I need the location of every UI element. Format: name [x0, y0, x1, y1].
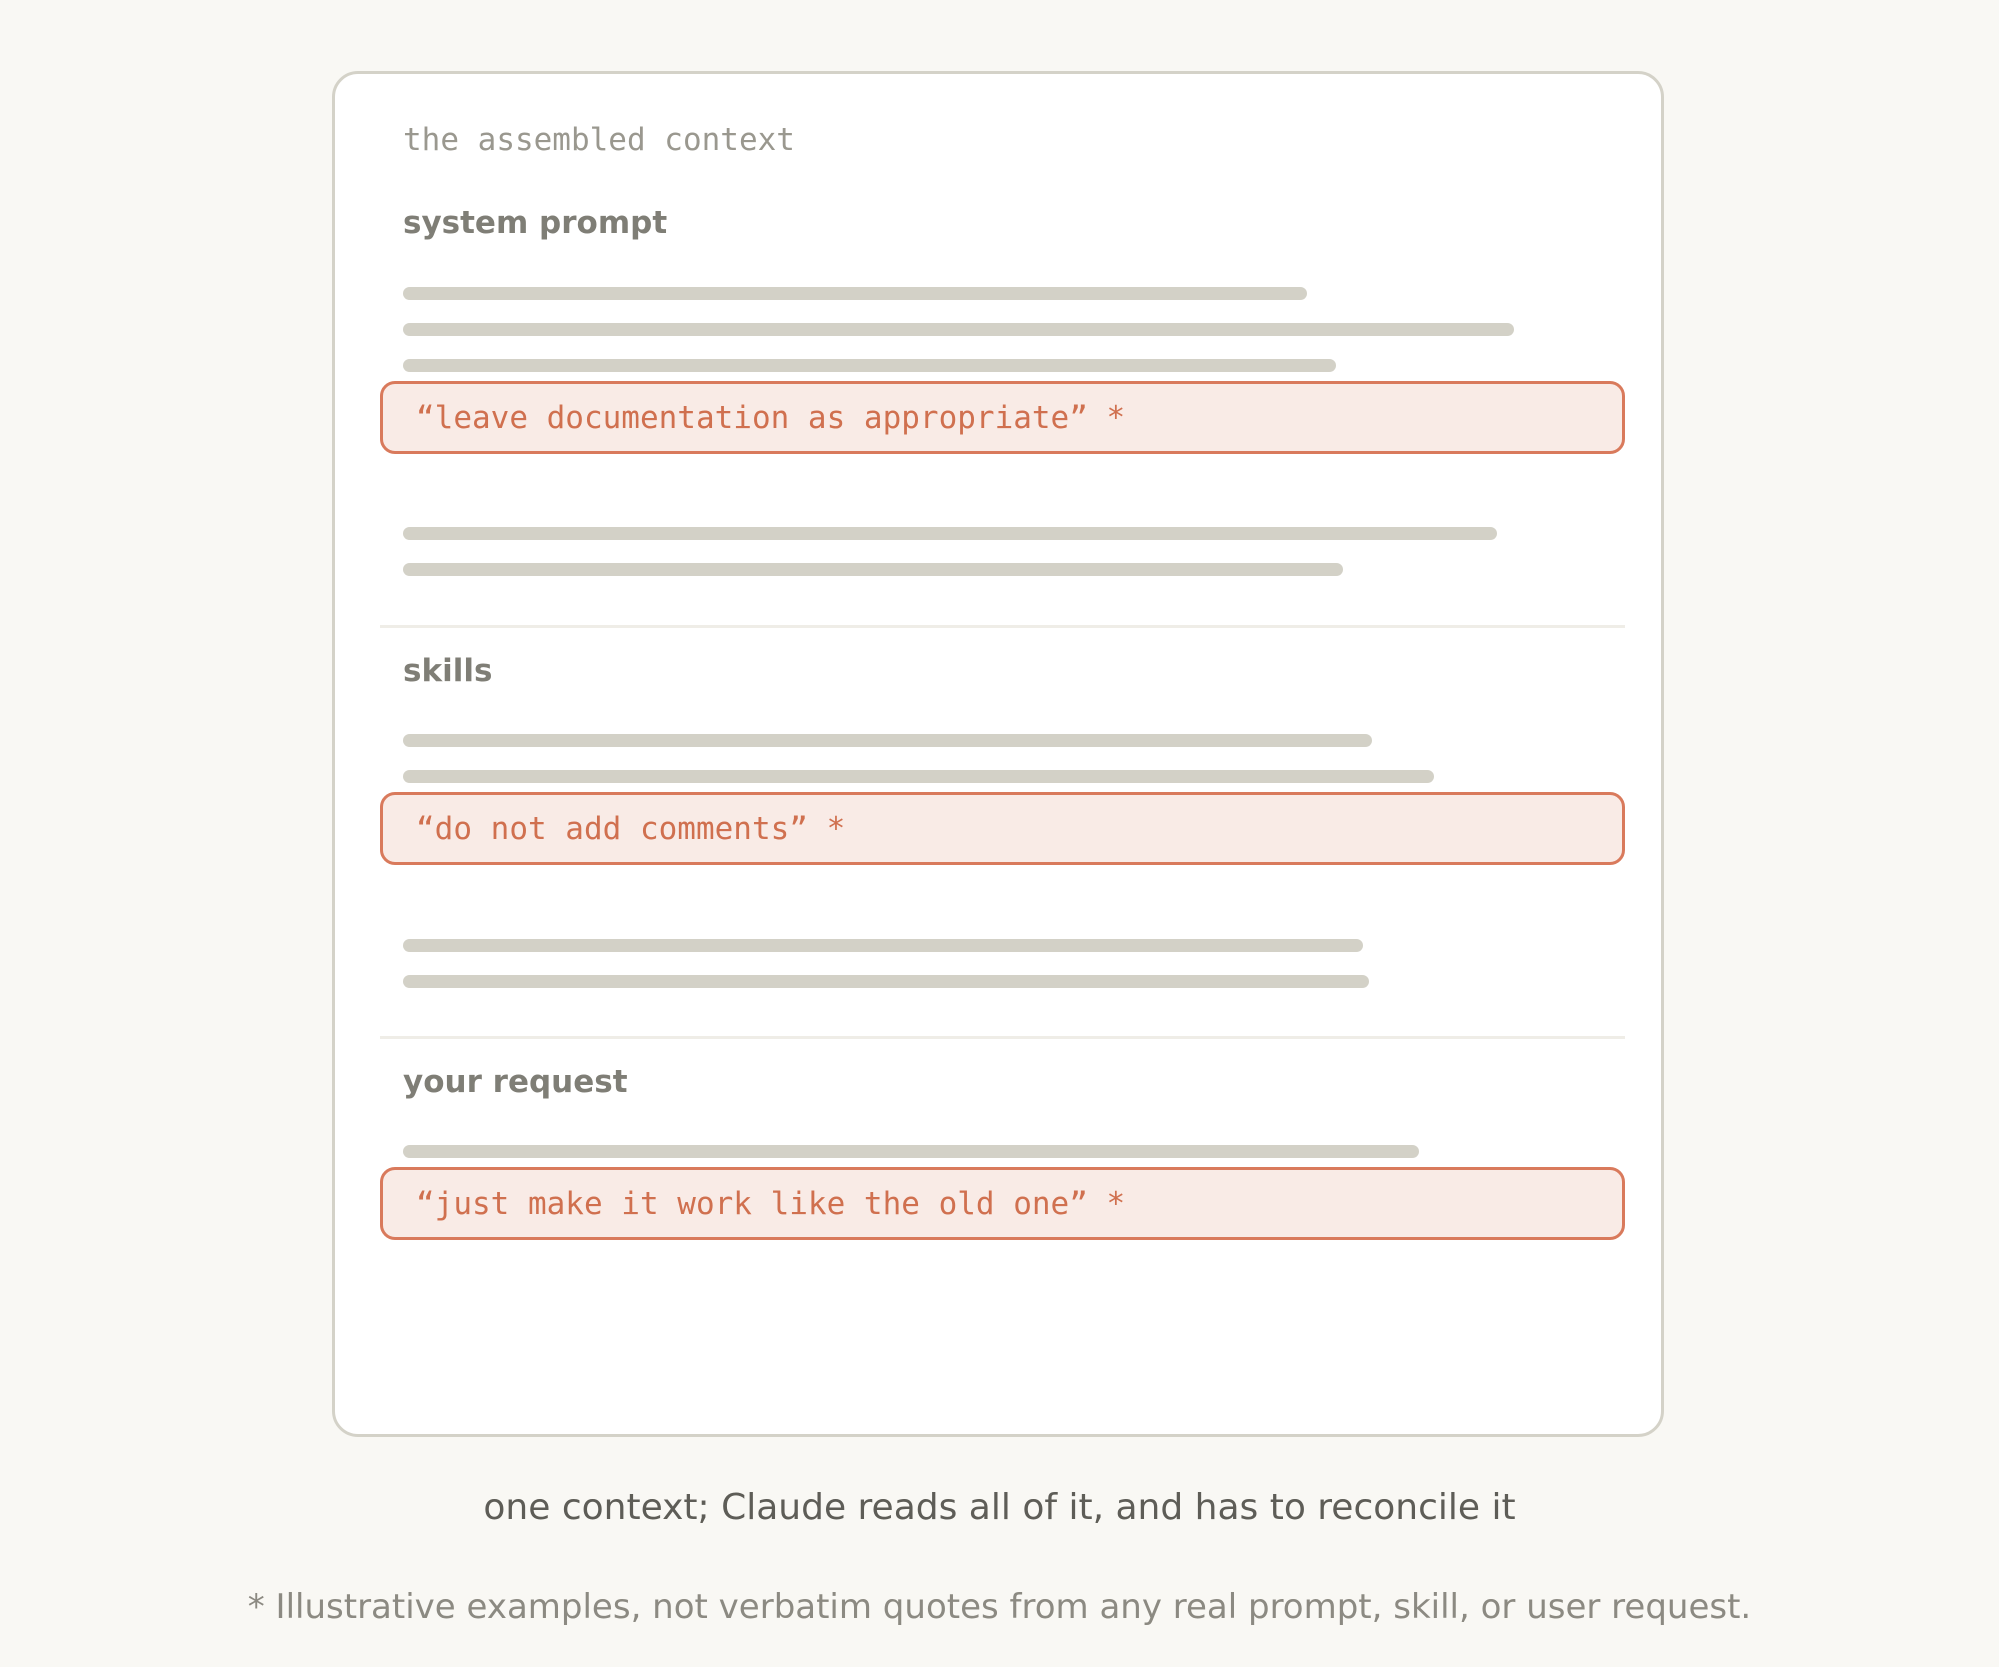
placeholder-line	[403, 359, 1336, 372]
section-title-skills: skills	[403, 653, 493, 689]
placeholder-line	[403, 939, 1363, 952]
footnote: * Illustrative examples, not verbatim quotes from any real prompt, skill, or user request.	[247, 1587, 1752, 1627]
highlight-your-request	[380, 1167, 1625, 1240]
highlight-quote: “leave documentation as appropriate” *	[416, 400, 1126, 436]
section-title-system-prompt: system prompt	[403, 205, 668, 241]
panel-title: the assembled context	[403, 122, 795, 158]
highlight-quote: “just make it work like the old one” *	[416, 1186, 1126, 1222]
placeholder-line	[403, 527, 1497, 540]
section-divider	[380, 625, 1625, 628]
highlight-system-prompt	[380, 381, 1625, 454]
placeholder-line	[403, 770, 1434, 783]
placeholder-line	[403, 287, 1307, 300]
diagram-caption: one context; Claude reads all of it, and has to reconcile it	[483, 1487, 1516, 1528]
placeholder-line	[403, 323, 1514, 336]
placeholder-line	[403, 563, 1343, 576]
section-divider	[380, 1036, 1625, 1039]
placeholder-line	[403, 975, 1369, 988]
highlight-quote: “do not add comments” *	[416, 811, 846, 847]
placeholder-line	[403, 734, 1372, 747]
context-panel	[332, 71, 1664, 1437]
placeholder-line	[403, 1145, 1419, 1158]
section-title-your-request: your request	[403, 1064, 628, 1100]
highlight-skills	[380, 792, 1625, 865]
